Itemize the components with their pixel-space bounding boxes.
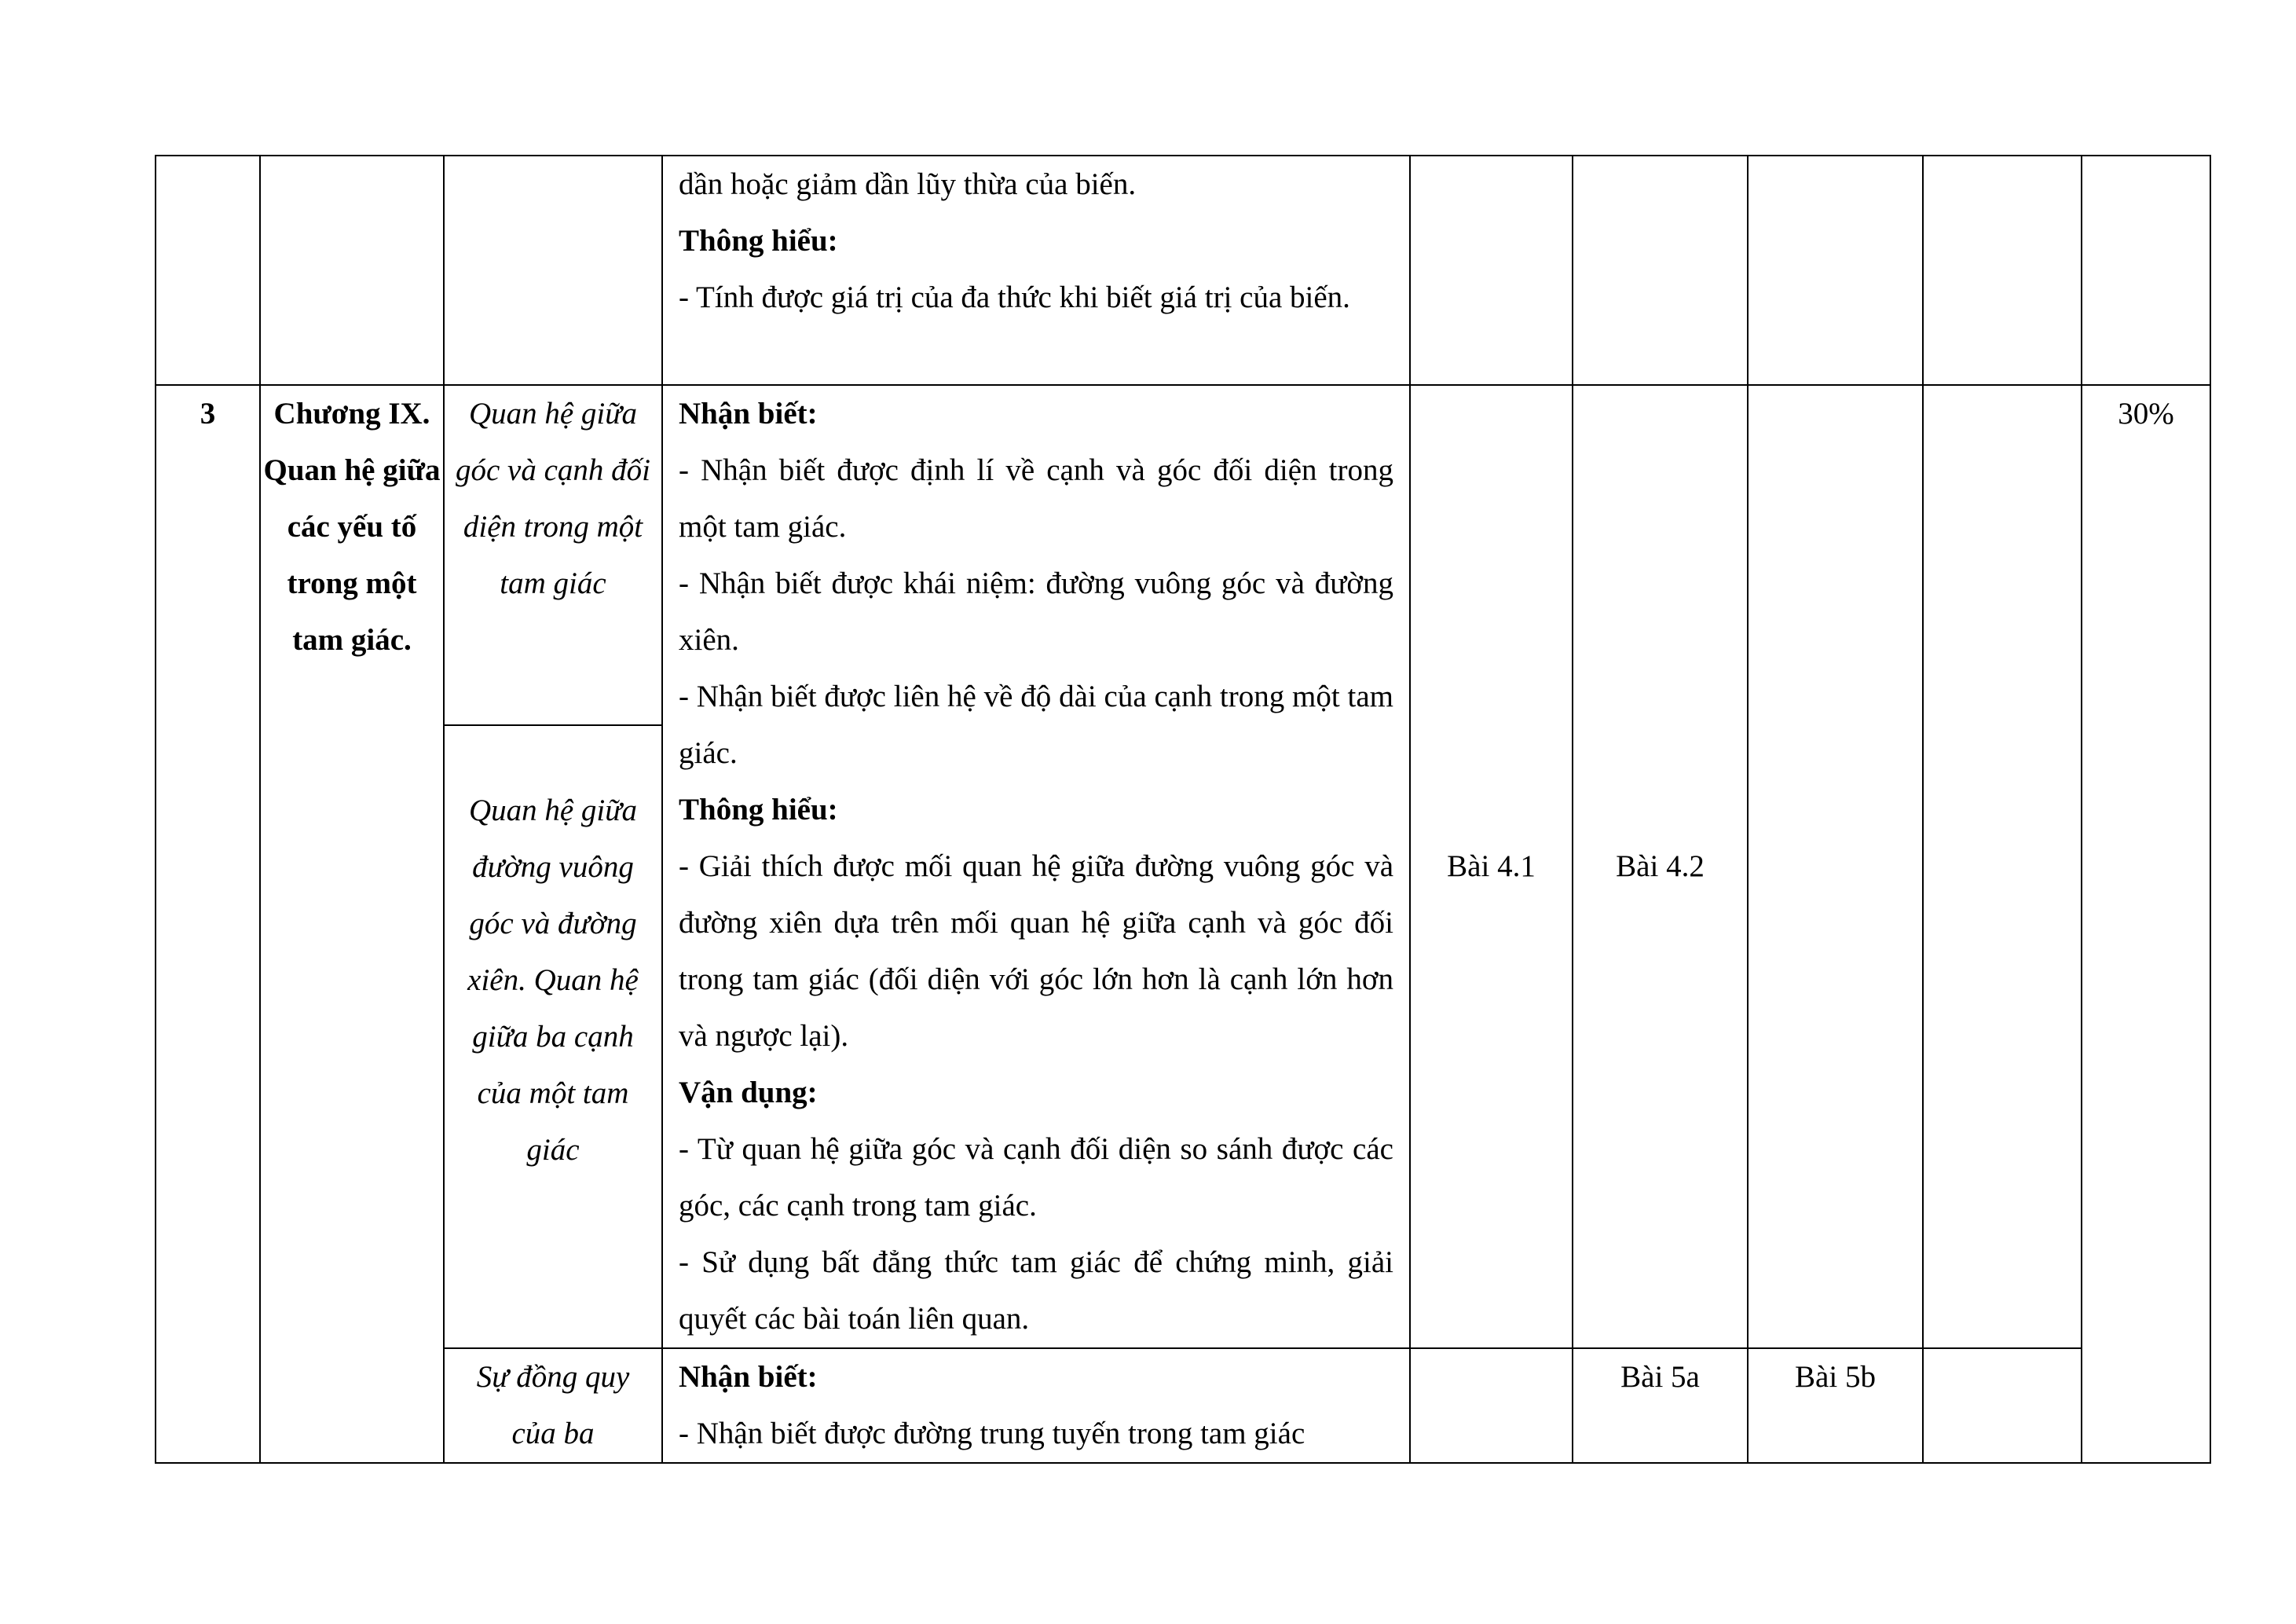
table-row-3a <box>156 385 2210 725</box>
cell-q-th: Bài 4.2 <box>1573 385 1748 1348</box>
cell-stt-empty <box>156 156 260 385</box>
cell-percent: 30% <box>2082 385 2210 1463</box>
cell-topic-empty <box>444 156 662 385</box>
req-line: - Sử dụng bất đẳng thức tam giác để chứng minh, giải quyết các bài toán liên quan. <box>679 1245 1393 1336</box>
cell-percent-empty <box>2082 156 2210 385</box>
cell-topic-c: Sự đồng quy của ba <box>444 1348 662 1463</box>
cell-q-nb-c <box>1410 1348 1573 1463</box>
cell-q-vdc <box>1923 385 2082 1348</box>
req-heading-thong-hieu: Thông hiểu: <box>679 224 838 258</box>
req-line: - Từ quan hệ giữa góc và cạnh đối diện so sánh được các góc, các cạnh trong tam giác. <box>679 1132 1393 1223</box>
req-heading-thong-hieu: Thông hiểu: <box>679 793 838 827</box>
cell-topic-a: Quan hệ giữa góc và cạnh đối diện trong một tam giác <box>444 385 662 725</box>
table-row-3c <box>156 1348 2210 1463</box>
req-line: - Nhận biết được khái niệm: đường vuông góc và đường xiên. <box>679 566 1393 657</box>
req-line: - Nhận biết được liên hệ về độ dài của cạnh trong một tam giác. <box>679 680 1393 770</box>
req-line: dần hoặc giảm dần lũy thừa của biến. <box>679 167 1137 201</box>
cell-q-vd-empty <box>1748 156 1923 385</box>
cell-topic-b: Quan hệ giữa đường vuông góc và đường xiên. Quan hệ giữa ba cạnh của một tam giác <box>444 725 662 1348</box>
cell-chapter: Chương IX. Quan hệ giữa các yếu tố trong một tam giác. <box>260 385 444 1463</box>
cell-requirements-c <box>662 1348 1410 1463</box>
cell-chapter-empty <box>260 156 444 385</box>
req-line: - Giải thích được mối quan hệ giữa đường vuông góc và đường xiên dựa trên mối quan hệ giữa cạnh và góc đối trong tam giác (đối diện với góc lớn hơn là cạnh lớn hơn và ngược lại). <box>679 849 1393 1053</box>
cell-q-vd <box>1748 385 1923 1348</box>
cell-q-th-empty <box>1573 156 1748 385</box>
cell-q-nb-empty <box>1410 156 1573 385</box>
cell-q-vdc-empty <box>1923 156 2082 385</box>
cell-requirements-continuation <box>662 156 1410 385</box>
cell-q-vdc-c <box>1923 1348 2082 1463</box>
table-row-continuation <box>156 156 2210 385</box>
cell-q-vd-c: Bài 5b <box>1748 1348 1923 1463</box>
assessment-matrix-table <box>155 155 2211 1464</box>
cell-requirements-ab <box>662 385 1410 1348</box>
req-line: - Nhận biết được định lí về cạnh và góc đối diện trong một tam giác. <box>679 453 1393 544</box>
req-heading-nhan-biet: Nhận biết: <box>679 1360 818 1394</box>
req-line: - Nhận biết được đường trung tuyến trong tam giác <box>679 1417 1305 1450</box>
req-heading-nhan-biet: Nhận biết: <box>679 397 818 431</box>
cell-q-th-c: Bài 5a <box>1573 1348 1748 1463</box>
cell-stt: 3 <box>156 385 260 1463</box>
req-heading-van-dung: Vận dụng: <box>679 1076 818 1109</box>
req-line: - Tính được giá trị của đa thức khi biết giá trị của biến. <box>679 280 1350 314</box>
cell-q-nb: Bài 4.1 <box>1410 385 1573 1348</box>
